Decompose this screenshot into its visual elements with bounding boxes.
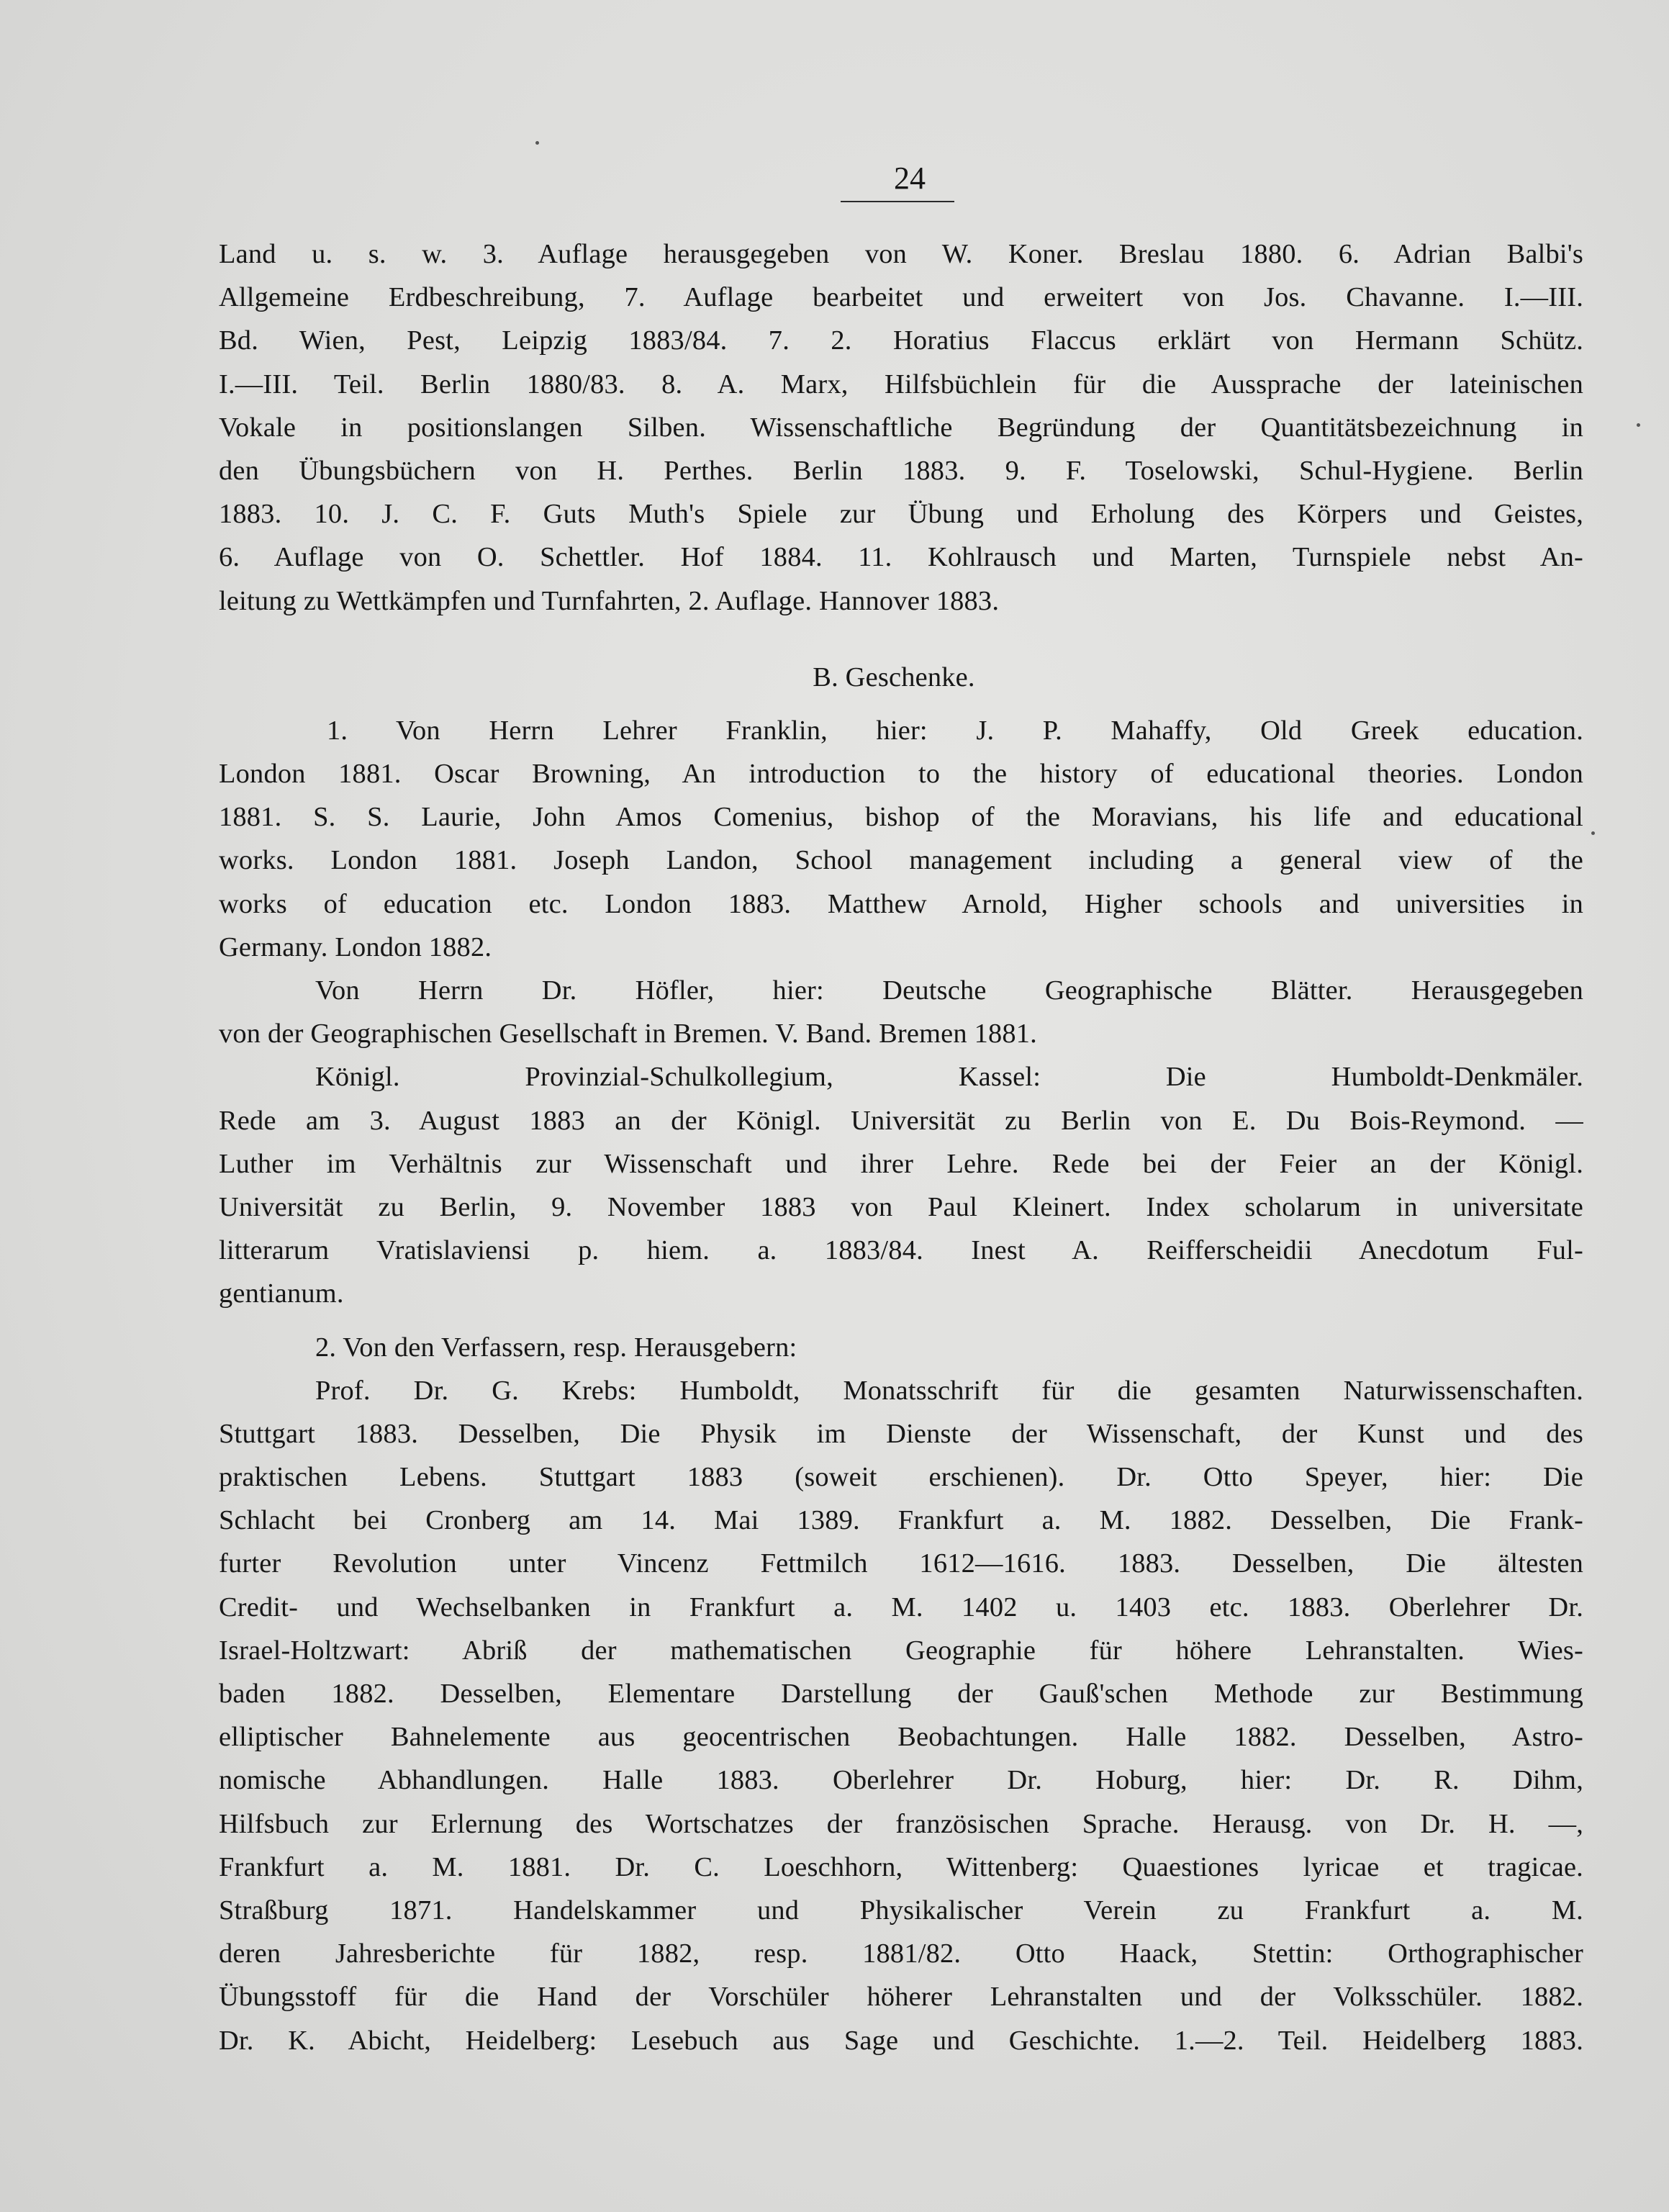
text-line: den Übungsbüchern von H. Perthes. Berlin 1883. 9. F. Toselowski, Schul-Hygiene. Berlin bbox=[219, 455, 1583, 486]
text-line: Israel-Holtzwart: Abriß der mathematischen Geographie für höhere Lehranstalten. Wies- bbox=[219, 1635, 1583, 1666]
speck-mark bbox=[535, 141, 539, 145]
text-line: deren Jahresberichte für 1882, resp. 1881/82. Otto Haack, Stettin: Orthographischer bbox=[219, 1938, 1583, 1969]
text-line: Frankfurt a. M. 1881. Dr. C. Loeschhorn, Wittenberg: Quaestiones lyricae et tragicae. bbox=[219, 1851, 1583, 1882]
page-body bbox=[219, 233, 1583, 2062]
text-line: Universität zu Berlin, 9. November 1883 von Paul Kleinert. Index scholarum in universitate bbox=[219, 1191, 1583, 1222]
text-line: Germany. London 1882. bbox=[219, 931, 492, 962]
text-line: Bd. Wien, Pest, Leipzig 1883/84. 7. 2. Horatius Flaccus erklärt von Hermann Schütz. bbox=[219, 325, 1583, 356]
text-line: Allgemeine Erdbeschreibung, 7. Auflage bearbeitet und erweitert von Jos. Chavanne. I.—III. bbox=[219, 282, 1583, 313]
text-line: Dr. K. Abicht, Heidelberg: Lesebuch aus Sage und Geschichte. 1.—2. Teil. Heidelberg 1883. bbox=[219, 2025, 1583, 2056]
text-line: 1883. 10. J. C. F. Guts Muth's Spiele zur Übung und Erholung des Körpers und Geistes, bbox=[219, 499, 1583, 530]
text-line: leitung zu Wettkämpfen und Turnfahrten, 2. Auflage. Hannover 1883. bbox=[219, 585, 1000, 616]
text-line: Straßburg 1871. Handelskammer und Physikalischer Verein zu Frankfurt a. M. bbox=[219, 1895, 1583, 1926]
text-line: 1881. S. S. Laurie, John Amos Comenius, bishop of the Moravians, his life and educational bbox=[219, 802, 1583, 833]
text-line: Von Herrn Dr. Höfler, hier: Deutsche Geographische Blätter. Herausgegeben bbox=[315, 975, 1583, 1006]
text-line: Luther im Verhältnis zur Wissenschaft und ihrer Lehre. Rede bei der Feier an der Königl. bbox=[219, 1148, 1583, 1179]
text-line: litterarum Vratislaviensi p. hiem. a. 1883/84. Inest A. Reifferscheidii Anecdotum Ful- bbox=[219, 1235, 1583, 1266]
text-line: Rede am 3. August 1883 an der Königl. Universität zu Berlin von E. Du Bois-Reymond. — bbox=[219, 1105, 1583, 1136]
text-line: Credit- und Wechselbanken in Frankfurt a. M. 1402 u. 1403 etc. 1883. Oberlehrer Dr. bbox=[219, 1592, 1583, 1622]
text-line: furter Revolution unter Vincenz Fettmilch 1612—1616. 1883. Desselben, Die ältesten bbox=[219, 1548, 1583, 1579]
section-heading-geschenke: B. Geschenke. bbox=[813, 662, 975, 692]
speck-mark bbox=[1591, 831, 1595, 835]
subsection-heading-verfasser: 2. Von den Verfassern, resp. Herausgebern: bbox=[315, 1332, 797, 1363]
text-line: elliptischer Bahnelemente aus geocentrischen Beobachtungen. Halle 1882. Desselben, Astro- bbox=[219, 1722, 1583, 1753]
speck-mark bbox=[1637, 423, 1640, 427]
text-line: 1. Von Herrn Lehrer Franklin, hier: J. P. Mahaffy, Old Greek education. bbox=[327, 715, 1583, 746]
text-line: London 1881. Oscar Browning, An introduction to the history of educational theories. London bbox=[219, 759, 1583, 790]
text-line: nomische Abhandlungen. Halle 1883. Oberlehrer Dr. Hoburg, hier: Dr. R. Dihm, bbox=[219, 1765, 1583, 1796]
text-line: Prof. Dr. G. Krebs: Humboldt, Monatsschrift für die gesamten Naturwissenschaften. bbox=[315, 1375, 1583, 1406]
text-line: Stuttgart 1883. Desselben, Die Physik im Dienste der Wissenschaft, der Kunst und des bbox=[219, 1418, 1583, 1449]
text-line: I.—III. Teil. Berlin 1880/83. 8. A. Marx, Hilfsbüchlein für die Aussprache der lateinischen bbox=[219, 369, 1583, 399]
text-line: 6. Auflage von O. Schettler. Hof 1884. 11. Kohlrausch und Marten, Turnspiele nebst An- bbox=[219, 542, 1583, 573]
text-line: gentianum. bbox=[219, 1278, 344, 1309]
text-line: Übungsstoff für die Hand der Vorschüler höherer Lehranstalten und der Volksschüler. 1882. bbox=[219, 1982, 1583, 2013]
text-line: Schlacht bei Cronberg am 14. Mai 1389. Frankfurt a. M. 1882. Desselben, Die Frank- bbox=[219, 1505, 1583, 1536]
text-line: works. London 1881. Joseph Landon, School management including a general view of the bbox=[219, 845, 1583, 876]
page-number: 24 bbox=[894, 161, 926, 196]
text-line: Land u. s. w. 3. Auflage herausgegeben von W. Koner. Breslau 1880. 6. Adrian Balbi's bbox=[219, 239, 1583, 269]
text-line: works of education etc. London 1883. Matthew Arnold, Higher schools and universities in bbox=[219, 888, 1583, 919]
text-line: Hilfsbuch zur Erlernung des Wortschatzes der französischen Sprache. Herausg. von Dr. H. —, bbox=[219, 1808, 1583, 1839]
text-line: baden 1882. Desselben, Elementare Darstellung der Gauß'schen Methode zur Bestimmung bbox=[219, 1679, 1583, 1709]
text-line: Königl. Provinzial-Schulkollegium, Kassel: Die Humboldt-Denkmäler. bbox=[315, 1062, 1583, 1093]
page-number-rule bbox=[841, 201, 954, 202]
text-line: von der Geographischen Gesellschaft in Bremen. V. Band. Bremen 1881. bbox=[219, 1019, 1037, 1049]
text-line: Vokale in positionslangen Silben. Wissenschaftliche Begründung der Quantitätsbezeichnung in bbox=[219, 412, 1583, 443]
text-line: praktischen Lebens. Stuttgart 1883 (soweit erschienen). Dr. Otto Speyer, hier: Die bbox=[219, 1462, 1583, 1493]
